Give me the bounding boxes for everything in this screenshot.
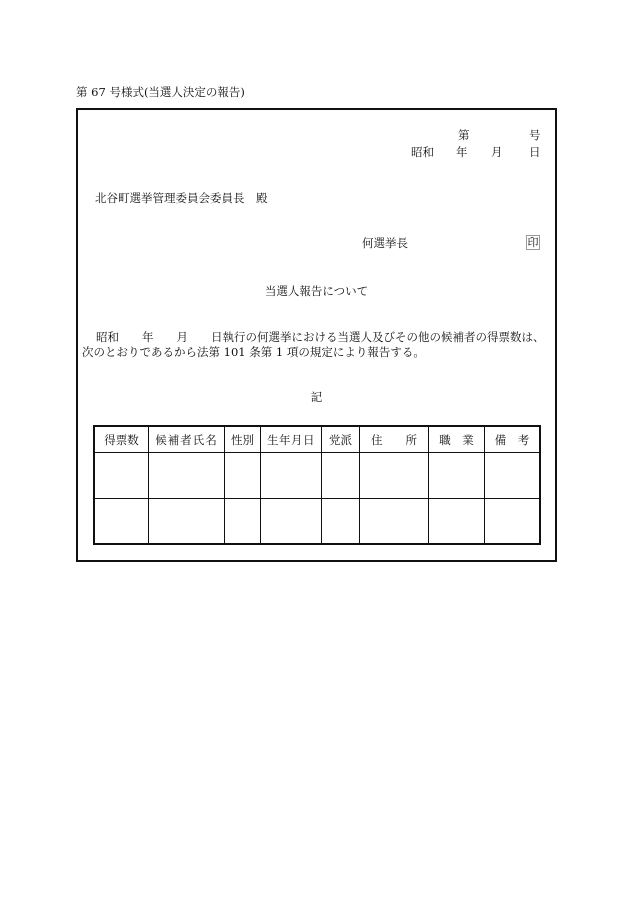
date-era: 昭和 xyxy=(411,145,434,159)
table-header-row xyxy=(95,427,539,453)
header-candidate-name: 候補者氏名 xyxy=(149,427,225,452)
subject: 当選人報告について xyxy=(264,284,369,298)
header-birth-date: 生年月日 xyxy=(261,427,322,452)
table-cell xyxy=(360,453,429,498)
header-sex: 性別 xyxy=(225,427,261,452)
table-cell xyxy=(485,453,539,498)
table-cell xyxy=(261,499,322,543)
note-heading: 記 xyxy=(310,390,323,404)
document-number-suffix: 号 xyxy=(529,128,541,142)
header-votes: 得票数 xyxy=(95,427,149,452)
body-line-1: 昭和 年 月 日執行の何選挙における当選人及びその他の候補者の得票数は、 xyxy=(96,330,545,344)
table-cell xyxy=(225,499,261,543)
header-address: 住 所 xyxy=(360,427,429,452)
date-year: 年 xyxy=(456,145,468,159)
document-number-prefix: 第 xyxy=(458,128,470,142)
table-cell xyxy=(225,453,261,498)
date-month: 月 xyxy=(491,145,503,159)
sender: 何選挙長 xyxy=(362,236,408,250)
table-cell xyxy=(95,499,149,543)
header-remarks: 備 考 xyxy=(494,432,530,447)
header-occupation: 職 業 xyxy=(429,427,485,452)
table-cell xyxy=(429,499,485,543)
body-line-2: 次のとおりであるから法第 101 条第 1 項の規定により報告する。 xyxy=(82,345,425,359)
date-day: 日 xyxy=(529,145,541,159)
table-cell xyxy=(149,453,225,498)
table-cell xyxy=(322,499,360,543)
addressee: 北谷町選挙管理委員会委員長 殿 xyxy=(95,191,268,205)
table-cell xyxy=(429,453,485,498)
seal-mark: 印 xyxy=(527,236,539,249)
table-cell xyxy=(95,453,149,498)
table-cell xyxy=(360,499,429,543)
form-title: 第 67 号様式(当選人決定の報告) xyxy=(76,85,245,99)
table-row xyxy=(95,453,539,499)
table-cell xyxy=(149,499,225,543)
results-table xyxy=(93,425,541,545)
table-cell xyxy=(322,453,360,498)
header-party: 党派 xyxy=(322,427,360,452)
table-row xyxy=(95,499,539,543)
table-cell xyxy=(485,499,539,543)
table-cell xyxy=(261,453,322,498)
